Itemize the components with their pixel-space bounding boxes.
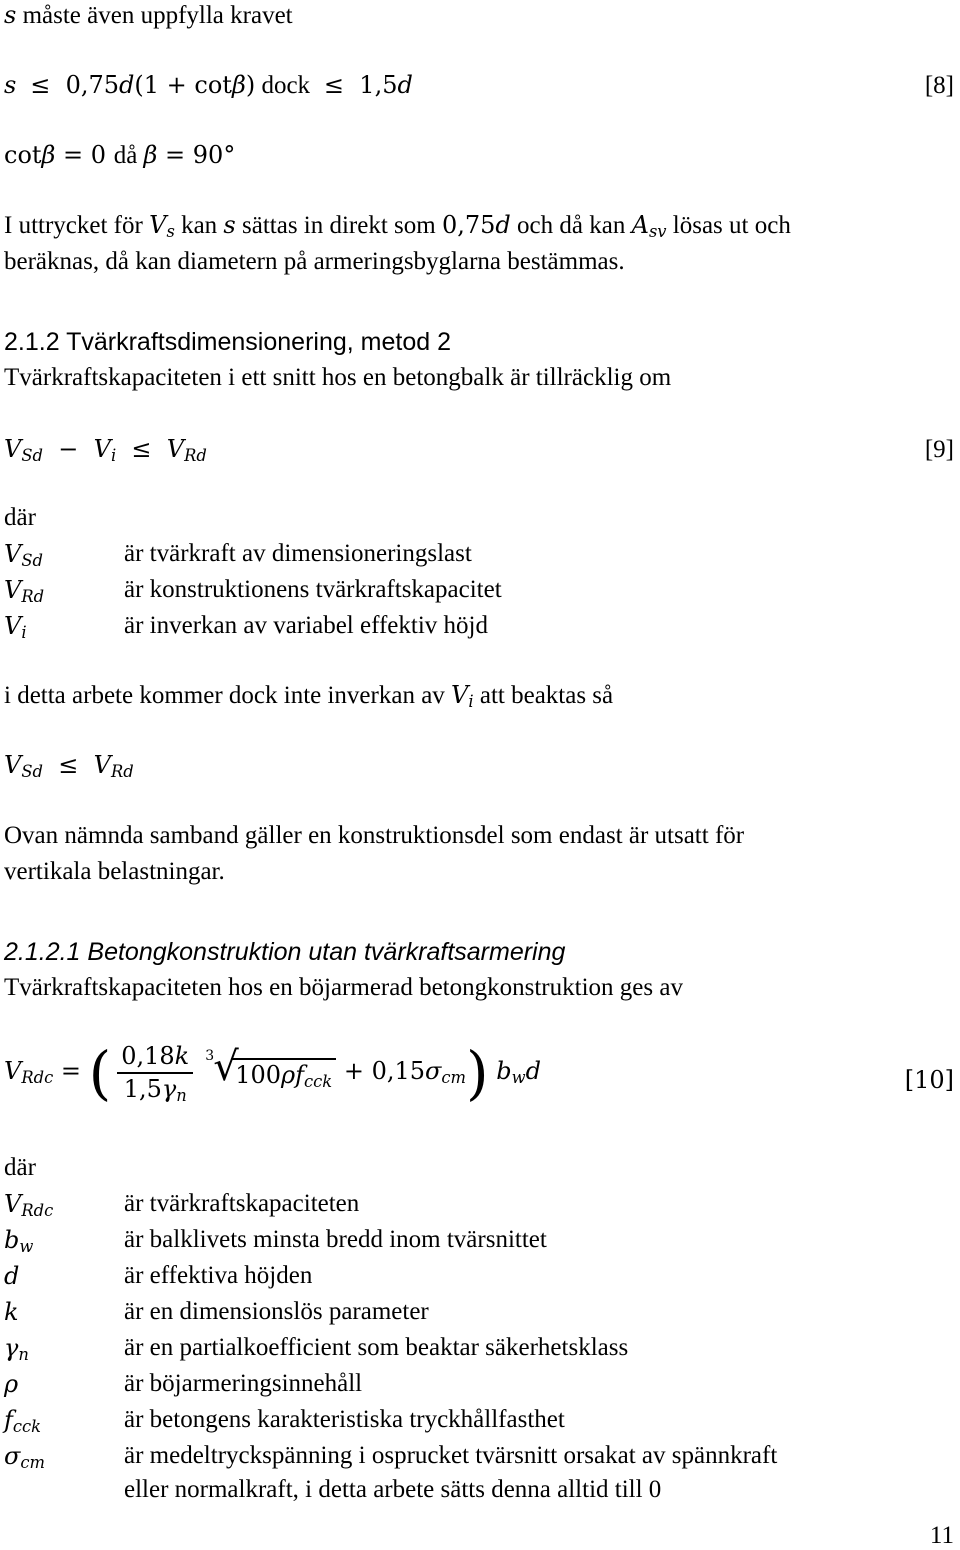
math-s: s xyxy=(4,1,17,29)
def-k: är en dimensionslös parameter xyxy=(124,1298,429,1325)
def-b-w: är balklivets minsta bredd inom tvärsnittet xyxy=(124,1226,547,1253)
dar-label-1: där xyxy=(4,504,36,531)
symbol-sigma-cm: $\sigma_{cm}$ xyxy=(4,1442,45,1473)
def-v-rd: är konstruktionens tvärkraftskapacitet xyxy=(124,576,502,603)
symbol-v-rd: $V_{Rd}$ xyxy=(4,576,45,607)
symbol-f-cck: $f_{cck}$ xyxy=(4,1406,42,1437)
page-number: 11 xyxy=(929,1522,954,1549)
section-1-paragraph-line-1: Ovan nämnda samband gäller en konstruktionsdel som endast är utsatt för xyxy=(4,822,745,849)
def-f-cck: är betongens karakteristiska tryckhållfasthet xyxy=(124,1406,565,1433)
def-v-i: är inverkan av variabel effektiv höjd xyxy=(124,612,488,639)
symbol-b-w: $b_w$ xyxy=(4,1226,34,1257)
def-sigma-cm-cont: eller normalkraft, i detta arbete sätts denna alltid till 0 xyxy=(124,1476,662,1503)
equation-10-number: [10] xyxy=(904,1066,954,1094)
section-1-intro: Tvärkraftskapaciteten i ett snitt hos en betongbalk är tillräcklig om xyxy=(4,364,672,391)
equation-10: $V_{Rdc}$ = ( $\frac{0,18k}{1,5\gamma_n}$ 3 √ $100\rho f_{cck} + 0,15\sigma_{cm}$) $b_wd$ xyxy=(4,1039,541,1107)
def-v-rdc: är tvärkraftskapaciteten xyxy=(124,1190,360,1217)
def-sigma-cm: är medeltryckspänning i osprucket tvärsnitt orsakat av spännkraft xyxy=(124,1442,778,1469)
def-rho: är böjarmeringsinnehåll xyxy=(124,1370,363,1397)
symbol-gamma-n: $\gamma_n$ xyxy=(4,1334,29,1365)
symbol-v-sd: $V_{Sd}$ xyxy=(4,540,43,571)
def-gamma-n: är en partialkoefficient som beaktar säkerhetsklass xyxy=(124,1334,629,1361)
eq8-dock: dock xyxy=(261,72,311,99)
note-line: i detta arbete kommer dock inte inverkan av $V_i$ att beaktas så xyxy=(4,681,614,712)
equation-8: s ≤ 0,75d(1 + cotβ) dock ≤ 1,5d xyxy=(4,71,413,99)
cot-line: cotβ = 0 då β = 90° xyxy=(4,141,236,169)
equation-9: $V_{Sd} - V_i \le V_{Rd}$ xyxy=(4,435,207,466)
def-v-sd: är tvärkraft av dimensioneringslast xyxy=(124,540,472,567)
def-d: är effektiva höjden xyxy=(124,1262,313,1289)
paragraph-1-line-2: beräknas, då kan diametern på armeringsbyglarna bestämmas. xyxy=(4,248,625,275)
section-heading-2-1-2: 2.1.2 Tvärkraftsdimensionering, metod 2 xyxy=(4,328,451,356)
section-2-intro: Tvärkraftskapaciteten hos en böjarmerad betongkonstruktion ges av xyxy=(4,974,683,1001)
symbol-rho: ρ xyxy=(4,1370,19,1398)
equation-9-number: [9] xyxy=(924,436,954,463)
dar-label-2: där xyxy=(4,1154,36,1181)
intro-text: måste även uppfylla kravet xyxy=(22,2,293,29)
intro-line xyxy=(4,2,293,31)
symbol-d: d xyxy=(4,1262,20,1290)
symbol-v-i: $V_i$ xyxy=(4,612,27,643)
equation-8-number: [8] xyxy=(924,72,954,99)
section-heading-2-1-2-1: 2.1.2.1 Betongkonstruktion utan tvärkraftsarmering xyxy=(4,938,566,966)
symbol-k: k xyxy=(4,1298,19,1326)
paragraph-1-line-1: I uttrycket för $V_s$ kan s sättas in direkt som 0,75d och då kan $A_{sv}$ lösas ut och xyxy=(4,211,791,242)
section-1-paragraph-line-2: vertikala belastningar. xyxy=(4,858,225,885)
symbol-v-rdc: $V_{Rdc}$ xyxy=(4,1190,54,1221)
cot-da: då xyxy=(113,142,138,169)
inequality: $V_{Sd} \le V_{Rd}$ xyxy=(4,751,134,782)
